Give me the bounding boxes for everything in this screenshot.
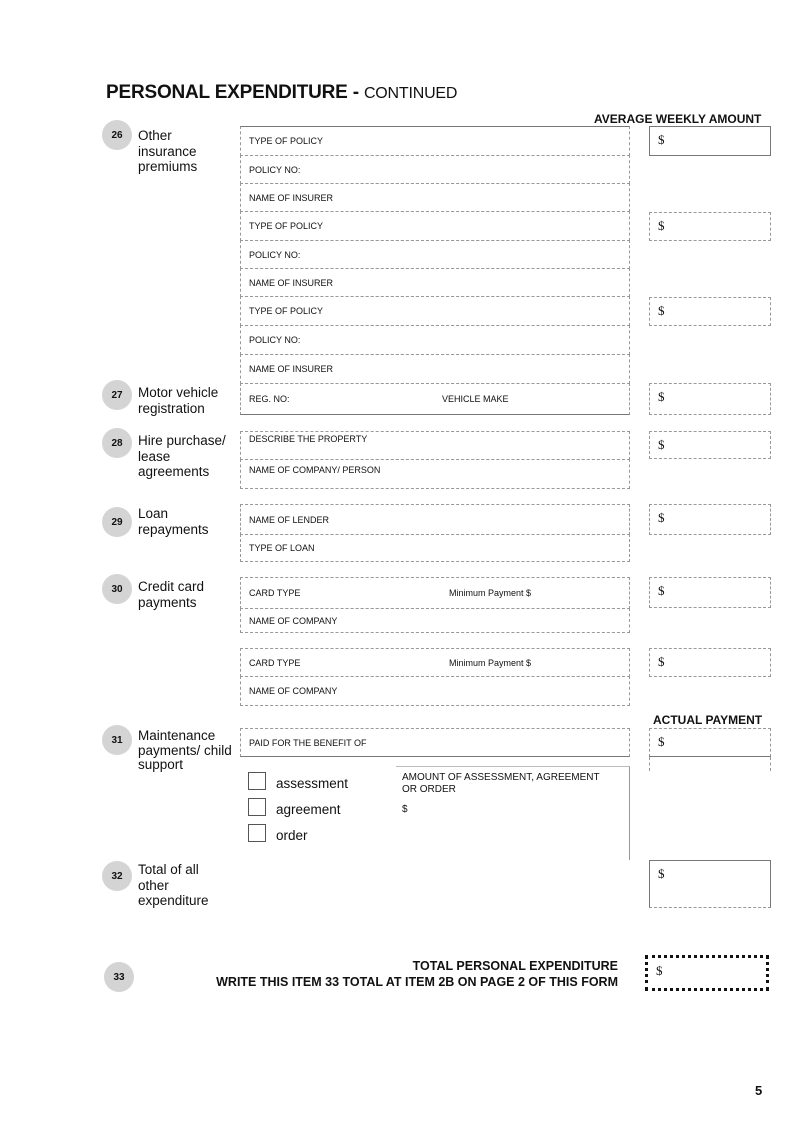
item-number-31: 31 [102, 725, 132, 755]
field-label: NAME OF COMPANY [249, 686, 338, 696]
actual-payment-heading: ACTUAL PAYMENT [653, 713, 763, 727]
motor-vehicle-field[interactable] [240, 383, 630, 415]
minimum-payment-label: Minimum Payment $ [449, 657, 532, 668]
item-label-31 [138, 729, 232, 773]
field-label: NAME OF LENDER [249, 514, 330, 525]
total-instruction: WRITE THIS ITEM 33 TOTAL AT ITEM 2B ON PAGE 2 OF THIS FORM [216, 975, 618, 989]
benefit-of-field[interactable] [240, 728, 630, 757]
field-label: NAME OF INSURER [249, 192, 334, 203]
page-title [106, 82, 457, 104]
field-label: NAME OF COMPANY [249, 615, 338, 626]
agreement-label: agreement [276, 802, 341, 817]
property-description-field[interactable] [240, 431, 630, 460]
loan-type-field[interactable] [240, 534, 630, 562]
field-label: POLICY NO: [249, 335, 301, 345]
order-label: order [276, 828, 308, 843]
label-line: insurance [138, 143, 197, 159]
average-weekly-amount-heading: AVERAGE WEEKLY AMOUNT [594, 112, 762, 126]
total-expenditure-text [216, 958, 618, 990]
policy-number-field-3[interactable] [240, 325, 630, 355]
field-label: NAME OF COMPANY/ PERSON [249, 465, 381, 475]
assessment-amount-label [402, 772, 600, 796]
amount-input-30b[interactable]: $ [649, 648, 771, 677]
company-person-field[interactable] [240, 459, 630, 489]
item-number-33: 33 [104, 962, 134, 992]
item-number-28: 28 [102, 428, 132, 458]
label-line: payments [138, 594, 197, 610]
minimum-payment-label: Minimum Payment $ [449, 588, 532, 598]
label-line: OR ORDER [402, 784, 456, 795]
label-line: registration [138, 400, 205, 416]
label-line: support [138, 757, 184, 772]
card-type-field-1[interactable] [240, 577, 630, 609]
amount-input-26b[interactable]: $ [649, 212, 771, 241]
field-label: CARD TYPE [249, 588, 301, 598]
item-label-32 [138, 862, 209, 909]
item-label-28 [138, 433, 226, 480]
field-label: PAID FOR THE BENEFIT OF [249, 737, 367, 748]
title-continued: CONTINUED [363, 85, 458, 102]
order-checkbox[interactable] [248, 824, 266, 842]
field-label: CARD TYPE [249, 657, 301, 668]
reg-no-label: REG. NO: [249, 394, 290, 404]
item-number-32: 32 [102, 861, 132, 891]
assessment-label: assessment [276, 776, 349, 791]
policy-type-field-1[interactable] [240, 126, 630, 156]
field-label: POLICY NO: [249, 164, 301, 175]
page-number: 5 [755, 1083, 763, 1098]
item-label-29 [138, 506, 209, 537]
total-expenditure-input[interactable]: $ [645, 955, 769, 991]
policy-type-field-2[interactable] [240, 211, 630, 241]
label-line: expenditure [138, 893, 209, 908]
amount-input-26a[interactable]: $ [649, 126, 771, 156]
label-line: Maintenance [138, 728, 216, 743]
field-label: TYPE OF POLICY [249, 136, 324, 146]
insurer-name-field-2[interactable] [240, 268, 630, 297]
field-label: TYPE OF POLICY [249, 306, 324, 316]
label-line: Loan [138, 506, 169, 521]
field-label: NAME OF INSURER [249, 364, 334, 374]
field-label: TYPE OF LOAN [249, 543, 315, 553]
policy-type-field-3[interactable] [240, 296, 630, 326]
agreement-checkbox[interactable] [248, 798, 266, 816]
card-company-field-1[interactable] [240, 608, 630, 633]
amount-input-30a[interactable]: $ [649, 577, 771, 608]
vehicle-make-label: VEHICLE MAKE [442, 394, 509, 404]
assessment-amount-currency: $ [402, 804, 408, 815]
label-line: payments/ child [138, 742, 232, 758]
field-label: NAME OF INSURER [249, 277, 334, 288]
insurer-name-field-1[interactable] [240, 183, 630, 212]
amount-input-27[interactable]: $ [649, 383, 771, 415]
insurer-name-field-3[interactable] [240, 354, 630, 384]
amount-input-26c[interactable]: $ [649, 297, 771, 326]
item-label-30 [138, 579, 204, 610]
label-line: Hire purchase/ [138, 433, 226, 448]
policy-number-field-2[interactable] [240, 240, 630, 269]
card-type-field-2[interactable] [240, 648, 630, 677]
label-line: other [138, 877, 169, 893]
amount-input-31[interactable]: $ [649, 728, 771, 757]
policy-number-field-1[interactable] [240, 155, 630, 184]
assessment-checkbox[interactable] [248, 772, 266, 790]
card-company-field-2[interactable] [240, 676, 630, 706]
label-line: agreements [138, 464, 210, 479]
total-title: TOTAL PERSONAL EXPENDITURE [412, 959, 618, 973]
field-label: DESCRIBE THE PROPERTY [249, 434, 368, 444]
actual-payment-extension [649, 757, 771, 771]
label-line: Credit card [138, 579, 205, 594]
field-label: POLICY NO: [249, 249, 301, 260]
label-line: Motor vehicle [138, 385, 219, 400]
label-line: AMOUNT OF ASSESSMENT, AGREEMENT [402, 772, 600, 783]
item-label-26 [138, 128, 197, 175]
amount-input-29[interactable]: $ [649, 504, 771, 535]
title-dash: - [347, 82, 364, 103]
label-line: Other [138, 128, 172, 143]
label-line: repayments [138, 521, 209, 537]
item-number-30: 30 [102, 574, 132, 604]
lender-name-field[interactable] [240, 504, 630, 535]
item-number-29: 29 [102, 507, 132, 537]
amount-input-32[interactable]: $ [649, 860, 771, 908]
label-line: lease [138, 448, 171, 464]
field-label: TYPE OF POLICY [249, 221, 324, 231]
item-number-27: 27 [102, 380, 132, 410]
amount-input-28[interactable]: $ [649, 431, 771, 459]
item-number-26: 26 [102, 120, 132, 150]
title-main: PERSONAL EXPENDITURE [106, 82, 348, 103]
item-label-27 [138, 385, 218, 416]
label-line: Total of all [138, 862, 199, 877]
label-line: premiums [138, 159, 198, 174]
